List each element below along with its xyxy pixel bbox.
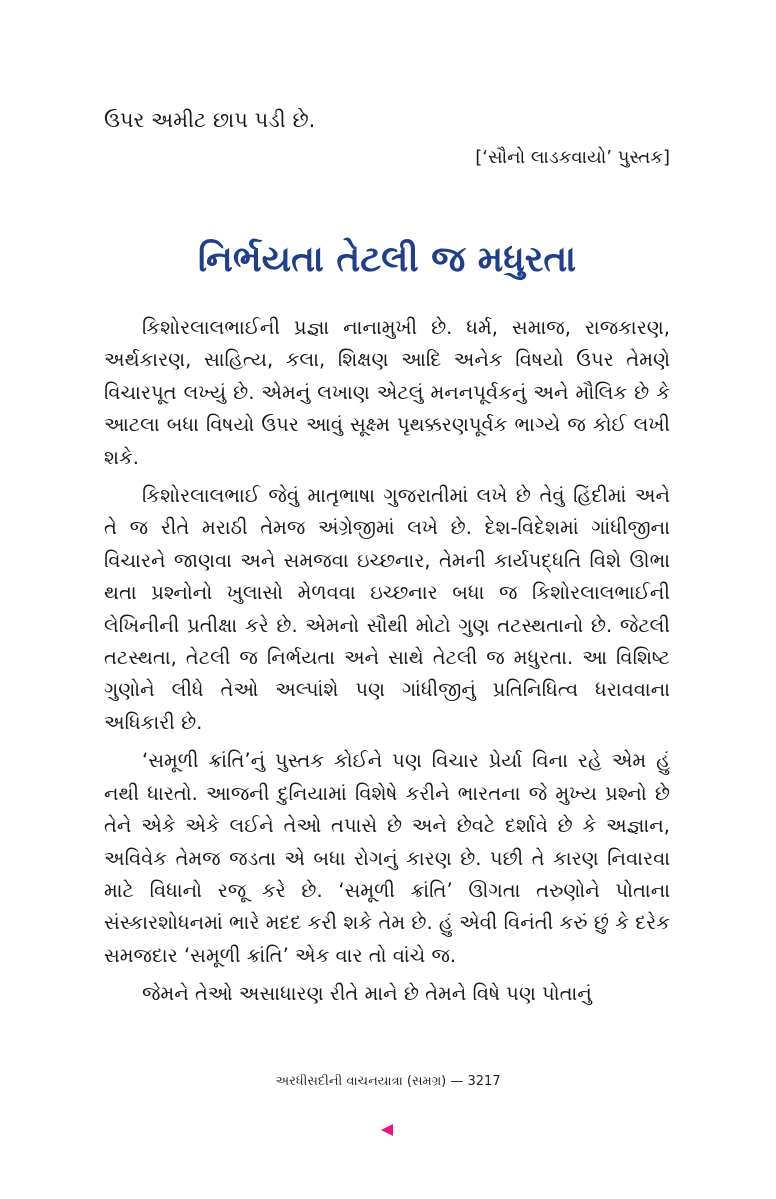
page-content (104, 100, 670, 1017)
continued-text-line: ઉપર અમીટ છાપ પડી છે. (104, 108, 316, 132)
paragraph-1: કિશોરલાલભાઈની પ્રજ્ઞા નાનામુખી છે. ધર્મ, સમાજ, રાજકારણ, અર્થકારણ, સાહિત્ય, કલા, શિક્ષણ આદિ અનેક વિષયો ઉપર તેમણે વિચારપૂત લખ્યું છે. એમનું લખાણ એટલું મનનપૂર્વકનું અને મૌલિક છે કે આટલા બધા વિષયો ઉપર આવું સૂક્ષ્મ પૃથક્કરણપૂર્વક ભાગ્યે જ કોઈ લખી શકે. (104, 316, 670, 469)
paragraph-4: જેમને તેઓ અસાધારણ રીતે માને છે તેમને વિષે પણ પોતાનું (142, 982, 592, 1006)
source-reference: [‘સૌનો લાડકવાયો’ પુસ્તક] (475, 147, 670, 168)
paragraph-3: ‘સમૂળી ક્રાંતિ’નું પુસ્તક કોઈને પણ વિચાર પ્રેર્યા વિના રહે એમ હું નથી ધારતો. આજની દુનિયામાં વિશેષે કરીને ભારતના જે મુખ્ય પ્રશ્નો છે તેને એકે એકે લઈને તેઓ તપાસે છે અને છેવટે દર્શાવે છે કે અજ્ઞાન, અવિવેક તેમજ જડતા એ બધા રોગનું કારણ છે. પછી તે કારણ નિવારવા માટે વિધાનો રજૂ કરે છે. ‘સમૂળી ક્રાંતિ’ ઊગતા તરુણોને પોતાના સંસ્કારશોધનમાં ભારે મદદ કરી શકે તેમ છે. હું એવી વિનંતી કરું છું કે દરેક સમજદાર ‘સમૂળી ક્રાંતિ’ એક વાર તો વાંચે જ. (104, 749, 670, 967)
page-footer: અરધીસદીની વાચનયાત્રા (સમગ્ર) — 3217 (275, 1074, 501, 1089)
previous-page-arrow-icon[interactable] (381, 1124, 393, 1136)
paragraph-2: કિશોરલાલભાઈ જેવું માતૃભાષા ગુજરાતીમાં લખે છે તેવું હિંદીમાં અને તે જ રીતે મરાઠી તેમજ અંગ્રેજીમાં લખે છે. દેશ-વિદેશમાં ગાંધીજીના વિચારને જાણવા અને સમજવા ઇચ્છનાર, તેમની કાર્યપદ્ધતિ વિશે ઊભા થતા પ્રશ્નોનો ખુલાસો મેળવવા ઇચ્છનાર બધા જ કિશોરલાલભાઈની લેખિનીની પ્રતીક્ષા કરે છે. એમનો સૌથી મોટો ગુણ તટસ્થતાનો છે. જેટલી તટસ્થતા, તેટલી જ નિર્ભયતા અને સાથે તેટલી જ મધુરતા. આ વિશિષ્ટ ગુણોને લીધે તેઓ અલ્પાંશે પણ ગાંધીજીનું પ્રતિનિધિત્વ ધરાવવાના અધિકારી છે. (104, 484, 670, 734)
article-title: નિર્ભયતા તેટલી જ મધુરતા (197, 239, 577, 280)
